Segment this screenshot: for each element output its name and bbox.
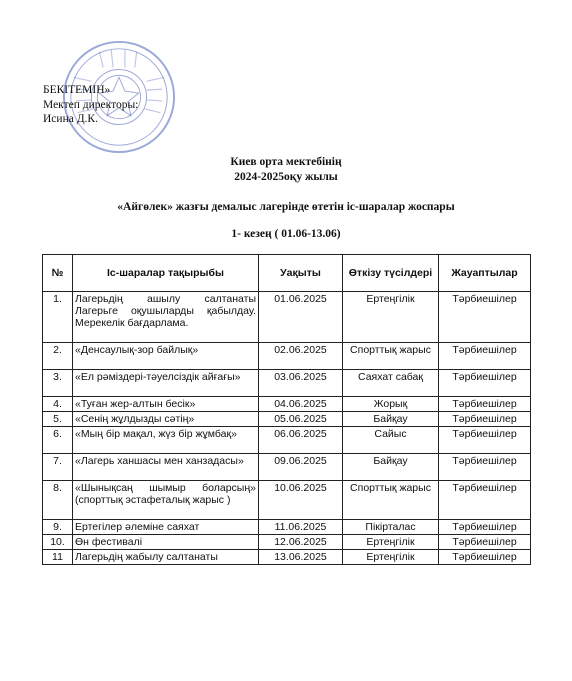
document-title: «Айгөлек» жазғы демалыс лагерінде өтетін іс-шаралар жоспары [117,201,455,213]
event-date: 04.06.2025 [259,397,343,412]
table-row [43,292,531,343]
row-number: 9. [43,520,73,535]
column-header-form: Өткізу түсілдері [343,255,439,292]
table-header-row [43,255,531,292]
event-date: 05.06.2025 [259,412,343,427]
event-responsible: Тәрбиешілер [439,481,531,520]
event-date: 11.06.2025 [259,520,343,535]
event-responsible: Тәрбиешілер [439,370,531,397]
table-row [43,550,531,565]
event-title: «Мың бір мақал, жүз бір жұмбақ» [73,427,259,454]
table-row [43,535,531,550]
table-row [43,397,531,412]
school-name: Киев орта мектебінің [230,156,342,168]
event-form: Спорттық жарыс [343,481,439,520]
event-form: Жорық [343,397,439,412]
event-responsible: Тәрбиешілер [439,520,531,535]
event-title: Өн фестивалі [73,535,259,550]
event-form: Пікірталас [343,520,439,535]
row-number: 4. [43,397,73,412]
event-form: Байқау [343,412,439,427]
event-form: Байқау [343,454,439,481]
event-form: Саяхат сабақ [343,370,439,397]
event-title: «Ел рәміздері-тәуелсіздік айғағы» [73,370,259,397]
event-responsible: Тәрбиешілер [439,397,531,412]
event-date: 02.06.2025 [259,343,343,370]
event-title: «Шынықсаң шымыр боларсың» (спорттық эстафеталық жарыс ) [73,481,259,520]
event-title: «Лагерь ханшасы мен ханзадасы» [73,454,259,481]
approval-block [43,83,138,127]
academic-year: 2024-2025оқу жылы [234,171,338,183]
event-date: 03.06.2025 [259,370,343,397]
table-row [43,370,531,397]
event-responsible: Тәрбиешілер [439,412,531,427]
event-title: «Сенің жұлдызды сәтің» [73,412,259,427]
table-row [43,427,531,454]
row-number: 8. [43,481,73,520]
event-date: 13.06.2025 [259,550,343,565]
row-number: 11 [43,550,73,565]
approval-heading: БЕКІТЕМІН» [43,84,111,96]
event-form: Ертеңгілік [343,292,439,343]
row-number: 7. [43,454,73,481]
row-number: 2. [43,343,73,370]
event-date: 10.06.2025 [259,481,343,520]
event-title: Лагерьдің жабылу салтанаты [73,550,259,565]
event-responsible: Тәрбиешілер [439,454,531,481]
event-form: Сайыс [343,427,439,454]
event-date: 01.06.2025 [259,292,343,343]
column-header-title: Іс-шаралар тақырыбы [73,255,259,292]
row-number: 6. [43,427,73,454]
event-title: «Туған жер-алтын бесік» [73,397,259,412]
row-number: 1. [43,292,73,343]
event-date: 09.06.2025 [259,454,343,481]
table-row [43,412,531,427]
event-responsible: Тәрбиешілер [439,550,531,565]
table-row [43,520,531,535]
event-title: Лагерьдің ашылу салтанаты Лагерьге оқушыларды қабылдау. Мерекелік бағдарлама. [73,292,259,343]
row-number: 3. [43,370,73,397]
event-title: «Денсаулық-зор байлық» [73,343,259,370]
event-date: 12.06.2025 [259,535,343,550]
table-row [43,454,531,481]
event-responsible: Тәрбиешілер [439,343,531,370]
approval-signatory: Исина Д.К. [43,113,98,125]
period-label: 1- кезең ( 01.06-13.06) [231,228,341,240]
row-number: 5. [43,412,73,427]
event-form: Спорттық жарыс [343,343,439,370]
event-form: Ертеңгілік [343,535,439,550]
event-date: 06.06.2025 [259,427,343,454]
event-responsible: Тәрбиешілер [439,292,531,343]
event-responsible: Тәрбиешілер [439,427,531,454]
table-row [43,343,531,370]
column-header-responsible: Жауаптылар [439,255,531,292]
column-header-number: № [43,255,73,292]
events-table [42,254,531,565]
event-form: Ертеңгілік [343,550,439,565]
table-row [43,481,531,520]
column-header-date: Уақыты [259,255,343,292]
row-number: 10. [43,535,73,550]
approval-position: Мектеп директоры: [43,98,139,111]
event-title: Ертегілер әлеміне саяхат [73,520,259,535]
event-responsible: Тәрбиешілер [439,535,531,550]
